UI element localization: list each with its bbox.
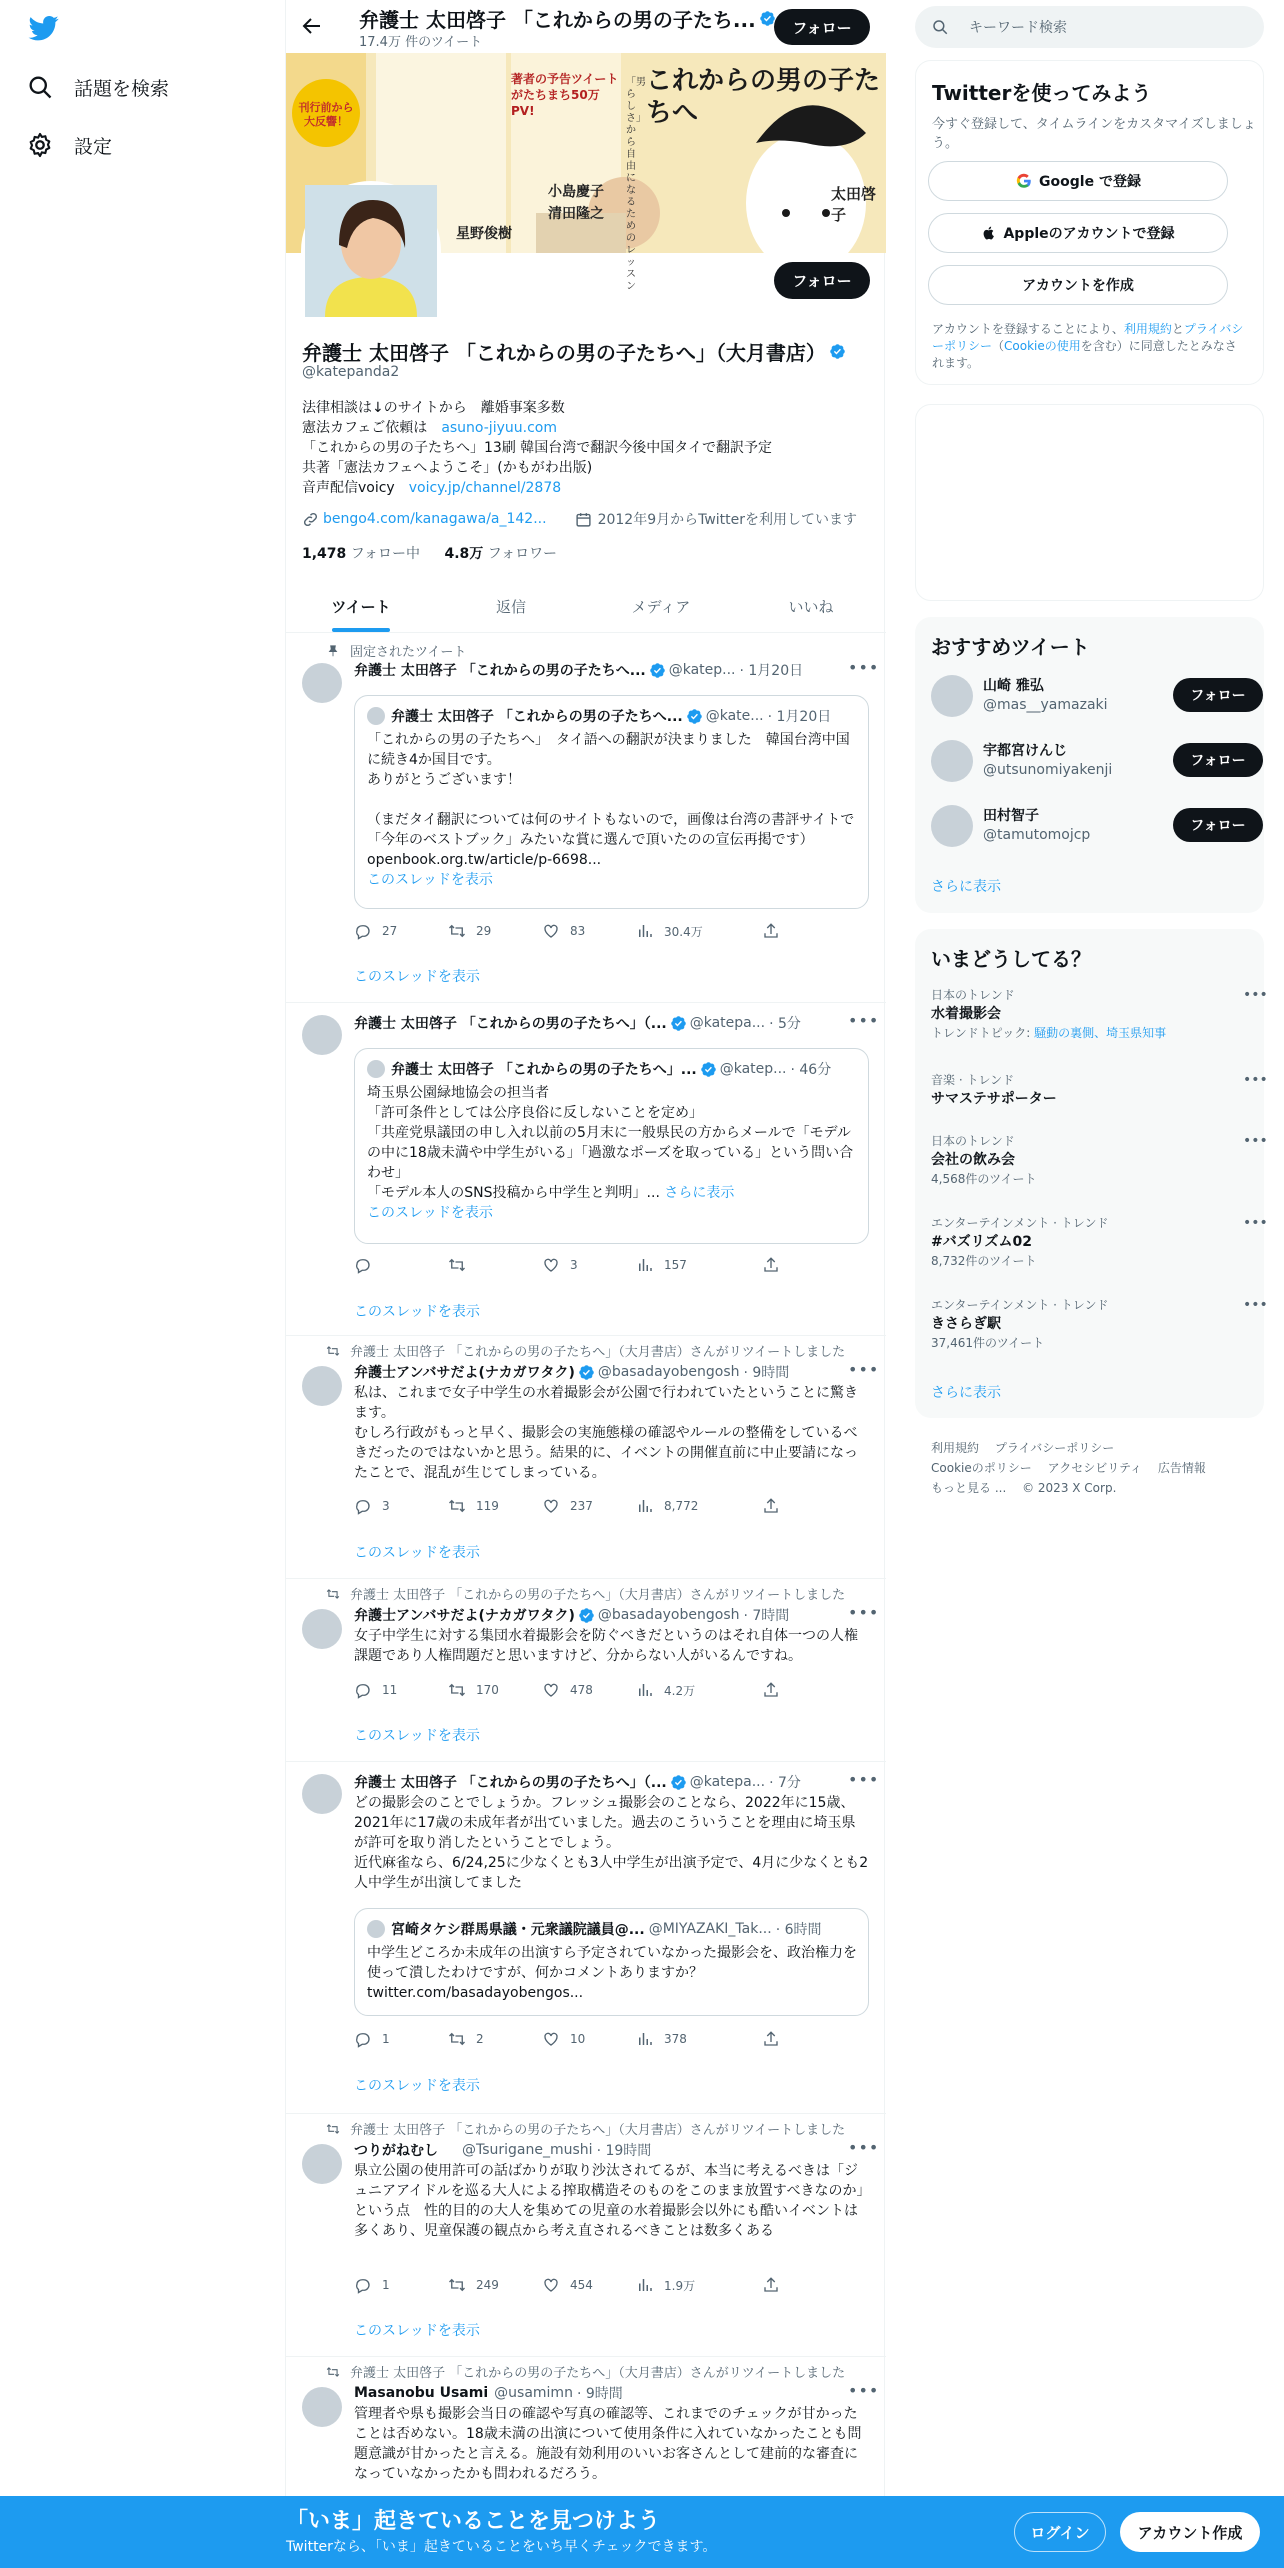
who-to-follow-card — [915, 617, 1264, 913]
banner-author-4: 星野俊樹 — [456, 226, 512, 242]
profile-handle: @katepanda2 — [302, 364, 400, 380]
trend-item[interactable]: 日本のトレンド 会社の飲み会 4,568件のツイート ••• — [931, 1133, 1268, 1186]
avatar[interactable] — [302, 1366, 342, 1406]
nav-explore[interactable] — [26, 67, 169, 107]
retweet-icon — [448, 1681, 466, 1699]
tweet-time[interactable]: · 19時間 — [596, 2143, 652, 2159]
show-more-link[interactable]: さらに表示 — [931, 1385, 1001, 1401]
follow-button[interactable]: フォロー — [1173, 678, 1263, 712]
more-options-icon[interactable]: ••• — [848, 1360, 880, 1379]
like-button[interactable]: 10 — [542, 2030, 585, 2048]
like-icon — [542, 1681, 560, 1699]
views-icon — [636, 2030, 654, 2048]
show-thread-link[interactable]: このスレッドを表示 — [354, 2078, 480, 2094]
views-button[interactable]: 30.4万 — [636, 922, 703, 940]
retweet-button[interactable]: 29 — [448, 922, 491, 940]
avatar[interactable] — [931, 675, 973, 717]
tweet[interactable] — [286, 1762, 886, 2114]
bio-link-kenpo-cafe[interactable]: asuno-jiyuu.com — [441, 420, 557, 436]
tweet-text: 私は、これまで女子中学生の水着撮影会が公園で行われていたということに驚きます。 むしろ行政がもっと早く、撮影会の実施態様の確認やルールの整備をしているべきだったのではないかと思う。結果的に、イベントの開催直前に中止要請になったことで、混乱が生じてしまっている。 — [354, 1385, 858, 1481]
tweet-text: どの撮影会のことでしょうか。フレッシュ撮影会のことなら、2022年に15歳、2021年に17歳の未成年者が出ていました。過去のこういうことを理由に埼玉県が許可を取り消したということでしょう。 近代麻雀なら、6/24,25に少なくとも3人中学生が出演予定で、4月に少なくとも2人中学生が出演してました — [354, 1795, 869, 1891]
views-icon — [636, 2276, 654, 2294]
retweet-icon — [448, 1256, 466, 1274]
avatar-photo — [305, 185, 437, 317]
views-icon — [636, 922, 654, 940]
profile-joined: 2012年9月からTwitterを利用しています — [575, 509, 857, 529]
tweet-text: 県立公園の使用許可の話ばかりが取り沙汰されてるが、本当に考えるべきは「ジュニアアイドルを巡る大人による搾取構造そのものをこのまま放置すべきなのか」という点 性的目的の大人を集めての児童の水着撮影会以外にも酷いイベントは多くあり、児童保護の観点から考え直されるべきことは数多くある — [354, 2163, 864, 2239]
like-icon — [542, 2276, 560, 2294]
quote-text: 「これからの男の子たちへ」 タイ語への翻訳が決まりました 韓国台湾中国に続き4か国目です。 ありがとうございます！ （まだタイ翻訳については何のサイトもないので，画像は台湾の書評サイトで「今年のベストブック」みたいな賞に選んで頂いたのの宣伝再掲です） openbook.org.tw/article/p-6698... このスレッドを表示 — [367, 730, 857, 890]
signup-terms: アカウントを登録することにより、利用規約とプライバシーポリシー（Cookieの使用を含む）に同意したとみなされます。 — [932, 322, 1244, 370]
calendar-icon — [575, 511, 592, 528]
reply-icon — [354, 2276, 372, 2294]
terms-link[interactable]: 利用規約 — [1123, 322, 1172, 336]
author-name[interactable]: 弁護士 太田啓子 「これからの男の子たちへ」（... — [354, 1016, 667, 1032]
share-button[interactable] — [762, 922, 790, 940]
avatar — [367, 707, 385, 725]
like-button[interactable]: 454 — [542, 2276, 593, 2294]
reply-button[interactable]: 1 — [354, 2030, 390, 2048]
reply-button[interactable]: 27 — [354, 922, 397, 940]
more-options-icon[interactable]: ••• — [848, 2138, 880, 2157]
views-button[interactable]: 4.2万 — [636, 1681, 695, 1699]
retweet-icon — [326, 2122, 340, 2136]
tweet-time[interactable]: · 9時間 — [576, 2386, 623, 2402]
followers-link[interactable]: 4.8万 フォロワー — [444, 546, 558, 562]
search-icon — [26, 73, 54, 101]
verified-badge-icon — [829, 343, 846, 360]
retweet-button[interactable]: 170 — [448, 1681, 499, 1699]
reply-icon — [354, 922, 372, 940]
avatar[interactable] — [302, 663, 342, 703]
signup-title: Twitterを使ってみよう — [932, 81, 1152, 105]
author-handle[interactable]: @katepa... — [689, 1015, 766, 1031]
trends-card — [915, 929, 1268, 1418]
quote-header: 弁護士 太田啓子 「これからの男の子たちへ... @kate... · 1月20日 — [367, 706, 831, 726]
like-icon — [542, 1497, 560, 1515]
link-icon — [302, 511, 319, 528]
tweet[interactable] — [286, 1579, 886, 1762]
share-button[interactable] — [762, 2276, 790, 2294]
more-options-icon[interactable]: ••• — [848, 1770, 880, 1789]
more-options-icon[interactable]: ••• — [1243, 1133, 1268, 1149]
bottom-bar-title: 「いま」起きていることを見つけよう — [286, 2509, 661, 2534]
reply-button[interactable] — [354, 1256, 382, 1274]
tweet[interactable] — [286, 1003, 886, 1336]
nav-settings-label: 設定 — [74, 135, 113, 158]
share-icon — [762, 1681, 780, 1699]
tweet-text: 管理者や県も撮影会当日の確認や写真の確認等、これまでのチェックが甘かったことは否めない。18歳未満の出演について使用条件に入れていなかったことも問題意識が甘かったと言える。施設有効利用のいいお客さんとして建前的な審査になっていなかったかも問われるだろう。 — [354, 2406, 862, 2482]
banner-author-2: 小島慶子 — [548, 184, 604, 200]
author-handle[interactable]: @Tsurigane_mushi — [462, 2142, 593, 2158]
more-options-icon[interactable]: ••• — [1243, 1215, 1268, 1231]
author-handle[interactable]: @basadayobengosh — [597, 1607, 740, 1623]
bio-line: 憲法カフェご依頼は asuno-jiyuu.com — [302, 420, 557, 436]
trend-item[interactable]: 音楽 · トレンド サマステサポーター ••• — [931, 1072, 1268, 1107]
author-name[interactable]: つりがねむし — [354, 2143, 438, 2159]
create-account-button[interactable]: アカウントを作成 — [928, 265, 1228, 305]
tab-replies[interactable]: 返信 — [495, 597, 526, 616]
retweet-button[interactable]: 249 — [448, 2276, 499, 2294]
footer-copyright: © 2023 X Corp. — [1022, 1481, 1117, 1495]
reply-icon — [354, 1681, 372, 1699]
left-navigation — [0, 0, 285, 2568]
share-button[interactable] — [762, 1497, 790, 1515]
tweet-header — [354, 1772, 801, 1792]
avatar[interactable] — [302, 1609, 342, 1649]
profile-follow-button[interactable]: フォロー — [774, 262, 870, 299]
back-arrow-icon[interactable] — [300, 14, 324, 38]
profile-avatar[interactable] — [301, 181, 441, 321]
tweet-time[interactable]: · 7時間 — [743, 1608, 790, 1624]
profile-website[interactable]: bengo4.com/kanagawa/a_142... — [302, 509, 547, 529]
bottom-bar-subtitle: Twitterなら、「いま」起きていることをいち早くチェックできます。 — [286, 2539, 717, 2555]
retweet-icon — [326, 1344, 340, 1358]
like-button[interactable]: 83 — [542, 922, 585, 940]
profile-stats — [302, 543, 557, 563]
avatar[interactable] — [931, 805, 973, 847]
reply-button[interactable]: 11 — [354, 1681, 397, 1699]
search-input[interactable]: キーワード検索 — [969, 20, 1067, 36]
more-options-icon[interactable]: ••• — [848, 1603, 880, 1622]
trend-item[interactable]: 日本のトレンド 水着撮影会 トレンドトピック: 騒動の裏側、埼玉県知事 ••• — [931, 987, 1268, 1040]
tweet-time[interactable]: · 7分 — [769, 1775, 801, 1791]
show-more-link[interactable]: さらに表示 — [664, 1185, 735, 1201]
more-options-icon[interactable]: ••• — [848, 1011, 880, 1030]
author-handle[interactable]: @katepa... — [689, 1774, 766, 1790]
follow-suggestion[interactable]: 宇都宮けんじ @utsunomiyakenji フォロー — [931, 736, 1251, 786]
profile-bio — [302, 398, 772, 498]
views-icon — [636, 1497, 654, 1515]
retweet-label: 弁護士 太田啓子 「これからの男の子たちへ」（大月書店）さんがリツイートしました — [326, 1584, 845, 1603]
nav-explore-label: 話題を検索 — [74, 77, 170, 100]
quoted-tweet[interactable] — [354, 695, 869, 909]
retweet-icon — [448, 1497, 466, 1515]
share-button[interactable] — [762, 2030, 790, 2048]
profile-meta — [302, 509, 857, 529]
author-handle[interactable]: @basadayobengosh — [597, 1364, 740, 1380]
search-icon — [931, 18, 949, 36]
show-thread-link[interactable]: このスレッドを表示 — [354, 1545, 480, 1561]
verified-badge-icon — [700, 1061, 717, 1078]
trend-item[interactable]: エンターテインメント · トレンド #バズリズム02 8,732件のツイート ••• — [931, 1215, 1268, 1268]
trends-title: いまどうしてる？ — [931, 947, 1091, 971]
signup-subtitle: 今すぐ登録して、タイムラインをカスタマイズしましょう。 — [932, 117, 1256, 151]
more-options-icon[interactable]: ••• — [848, 2381, 880, 2400]
search-box[interactable] — [915, 6, 1264, 48]
footer-accessibility-link[interactable]: アクセシビリティ — [1047, 1461, 1143, 1475]
like-icon — [542, 1256, 560, 1274]
follow-suggestion[interactable]: 山崎 雅弘 @mas__yamazaki フォロー — [931, 671, 1251, 721]
banner-badge: 刊行前から大反響！ — [298, 101, 354, 128]
author-name[interactable]: Masanobu Usami — [354, 2385, 489, 2401]
tweet-header — [354, 1605, 789, 1625]
tweet-time[interactable]: · 5分 — [769, 1016, 801, 1032]
author-handle[interactable]: @usamimn — [494, 2385, 573, 2401]
show-thread-link[interactable]: このスレッドを表示 — [354, 2323, 480, 2339]
tab-tweets[interactable]: ツイート — [286, 580, 436, 632]
like-button[interactable]: 237 — [542, 1497, 593, 1515]
footer-ads-link[interactable]: 広告情報 — [1157, 1461, 1206, 1475]
more-options-icon[interactable]: ••• — [1243, 1297, 1268, 1313]
verified-badge-icon — [578, 1607, 595, 1624]
footer-privacy-link[interactable]: プライバシーポリシー — [994, 1441, 1115, 1455]
bio-line: 音声配信voicy voicy.jp/channel/2878 — [302, 480, 562, 496]
apple-signup-button[interactable]: Appleのアカウントで登録 — [928, 213, 1228, 253]
reply-icon — [354, 1256, 372, 1274]
empty-card — [915, 404, 1264, 601]
retweet-label: 弁護士 太田啓子 「これからの男の子たちへ」（大月書店）さんがリツイートしました — [326, 2119, 845, 2138]
more-options-icon[interactable]: ••• — [1243, 987, 1268, 1003]
banner-author-3: 清田隆之 — [548, 206, 604, 222]
tweet[interactable] — [286, 2114, 886, 2357]
gear-icon — [26, 131, 54, 159]
verified-badge-icon — [686, 708, 703, 725]
login-button[interactable]: ログイン — [1014, 2512, 1106, 2552]
header-profile-name: 弁護士 太田啓子 「これからの男の子たち... — [359, 4, 774, 33]
views-button[interactable]: 157 — [636, 1256, 687, 1274]
show-thread-link[interactable]: このスレッドを表示 — [354, 969, 480, 985]
retweet-label: 弁護士 太田啓子 「これからの男の子たちへ」（大月書店）さんがリツイートしました — [326, 1341, 845, 1360]
tweet-header — [354, 1362, 789, 1382]
share-icon — [762, 2276, 780, 2294]
tweet-time[interactable]: · 9時間 — [743, 1365, 790, 1381]
cookie-link[interactable]: Cookieの使用 — [1004, 339, 1081, 353]
author-name[interactable]: 弁護士アンバサだよ(ナカガワタク) — [354, 1365, 575, 1381]
tweet-time[interactable]: · 1月20日 — [739, 663, 804, 679]
trend-topic-link[interactable]: 騒動の裏側、埼玉県知事 — [1034, 1026, 1167, 1040]
quote-header: 宮崎タケシ群馬県議・元衆議院議員@... @MIYAZAKI_Tak... · 6時間 — [367, 1919, 822, 1939]
author-name[interactable]: 弁護士 太田啓子 「これからの男の子たちへ... — [354, 663, 646, 679]
retweet-label: 弁護士 太田啓子 「これからの男の子たちへ」（大月書店）さんがリツイートしました — [326, 2362, 845, 2381]
avatar[interactable] — [302, 1015, 342, 1055]
avatar[interactable] — [302, 2144, 342, 2184]
author-handle[interactable]: @katep... — [668, 662, 736, 678]
profile-tabs — [286, 580, 886, 633]
retweet-button[interactable]: 2 — [448, 2030, 484, 2048]
share-button[interactable] — [762, 1681, 790, 1699]
like-button[interactable]: 478 — [542, 1681, 593, 1699]
follow-button[interactable]: フォロー — [1173, 808, 1263, 842]
more-options-icon[interactable]: ••• — [1243, 1072, 1268, 1088]
privacy-link[interactable]: プライバシーポリシー — [932, 322, 1244, 353]
header-follow-button[interactable]: フォロー — [774, 9, 870, 45]
reply-button[interactable]: 1 — [354, 2276, 390, 2294]
show-thread-link[interactable]: このスレッドを表示 — [354, 1304, 480, 1320]
signup-button[interactable]: アカウント作成 — [1120, 2512, 1260, 2552]
footer-terms-link[interactable]: 利用規約 — [931, 1441, 980, 1455]
twitter-logo-icon[interactable] — [27, 13, 61, 43]
reply-icon — [354, 2030, 372, 2048]
reply-icon — [354, 1497, 372, 1515]
apple-icon — [981, 224, 997, 242]
show-thread-link[interactable]: このスレッドを表示 — [367, 872, 493, 888]
views-button[interactable]: 8,772 — [636, 1497, 698, 1515]
author-name[interactable]: 弁護士 太田啓子 「これからの男の子たちへ」（... — [354, 1775, 667, 1791]
like-icon — [542, 922, 560, 940]
banner-promo: 著者の予告ツイートがたちまち50万PV! — [511, 72, 619, 118]
banner-book-title: これからの男の子たちへ — [646, 66, 881, 128]
trend-item[interactable]: エンターテインメント · トレンド きさらぎ駅 37,461件のツイート ••• — [931, 1297, 1268, 1350]
avatar[interactable] — [931, 740, 973, 782]
quote-text: 埼玉県公園緑地協会の担当者 「許可条件としては公序良俗に反しないことを定め」 「共産党県議団の申し入れ以前の5月末に一般県民の方からメールで「モデルの中に18歳未満や中学生がいる」「過激なポーズを取っている」という問い合わせ」 「モデル本人のSNS投稿から中学生と判明」... さらに表示 このスレッドを表示 — [367, 1083, 857, 1223]
tab-media[interactable]: メディア — [631, 597, 691, 616]
profile-name: 弁護士 太田啓子 「これからの男の子たちへ」（大月書店） — [302, 337, 849, 366]
views-icon — [636, 1681, 654, 1699]
like-button[interactable]: 3 — [542, 1256, 578, 1274]
nav-settings[interactable] — [26, 125, 112, 165]
share-button[interactable] — [762, 1256, 790, 1274]
tweet-text: 女子中学生に対する集団水着撮影会を防ぐべきだというのはそれ自体一つの人権課題であり人権問題だと思いますけど、分からない人がいるんですね。 — [354, 1628, 858, 1664]
share-icon — [762, 922, 780, 940]
avatar — [367, 1920, 385, 1938]
main-column — [285, 0, 885, 2568]
retweet-icon — [326, 1587, 340, 1601]
retweet-icon — [448, 2030, 466, 2048]
profile-header-bar — [286, 0, 886, 53]
pinned-label: 固定されたツイート — [326, 641, 466, 660]
verified-badge-icon — [649, 662, 666, 679]
avatar — [367, 1060, 385, 1078]
reply-button[interactable]: 3 — [354, 1497, 390, 1515]
bio-link-voicy[interactable]: voicy.jp/channel/2878 — [408, 480, 562, 496]
signup-card — [915, 60, 1264, 385]
quoted-tweet[interactable] — [354, 1908, 869, 2016]
bio-line: 共著「憲法カフェへようこそ」(かもがわ出版) — [302, 460, 593, 476]
who-to-follow-title: おすすめツイート — [931, 635, 1090, 659]
follow-suggestion[interactable]: 田村智子 @tamutomojcp フォロー — [931, 801, 1251, 851]
google-signup-button[interactable]: Google で登録 — [928, 161, 1228, 201]
avatar[interactable] — [302, 1774, 342, 1814]
views-icon — [636, 1256, 654, 1274]
header-tweet-count: 17.4万 件のツイート — [359, 35, 483, 50]
quote-header: 弁護士 太田啓子 「これからの男の子たちへ」... @katep... · 46分 — [367, 1059, 831, 1079]
banner-author-1: 太田啓子 — [831, 185, 877, 224]
retweet-icon — [448, 2276, 466, 2294]
tweet[interactable] — [286, 1336, 886, 1579]
tweet-header — [354, 1013, 801, 1033]
retweet-icon — [326, 2365, 340, 2379]
avatar[interactable] — [302, 2387, 342, 2427]
retweet-button[interactable] — [448, 1256, 476, 1274]
share-icon — [762, 1497, 780, 1515]
footer-cookie-link[interactable]: Cookieのポリシー — [931, 1461, 1032, 1475]
tweet-header — [354, 660, 803, 680]
following-link[interactable]: 1,478 フォロー中 — [302, 546, 421, 562]
like-icon — [542, 2030, 560, 2048]
show-thread-link[interactable]: このスレッドを表示 — [354, 1728, 480, 1744]
google-icon — [1015, 172, 1033, 190]
verified-badge-icon — [670, 1774, 687, 1791]
banner-subtitle: 「男らしさ」から自由になるためのレッスン — [626, 77, 646, 292]
bottom-signup-bar — [0, 2496, 1284, 2568]
verified-badge-icon — [670, 1015, 687, 1032]
views-button[interactable]: 1.9万 — [636, 2276, 695, 2294]
show-more-link[interactable]: さらに表示 — [931, 879, 1001, 895]
footer-more-link[interactable]: もっと見る ... — [931, 1481, 1007, 1495]
retweet-icon — [448, 922, 466, 940]
author-name[interactable]: 弁護士アンバサだよ(ナカガワタク) — [354, 1608, 575, 1624]
tweet-header — [354, 2140, 651, 2160]
more-options-icon[interactable]: ••• — [848, 658, 880, 677]
show-thread-link[interactable]: このスレッドを表示 — [367, 1205, 493, 1221]
quoted-tweet[interactable] — [354, 1048, 869, 1244]
bio-line: 「これからの男の子たちへ」13刷 韓国台湾で翻訳今後中国タイで翻訳予定 — [302, 440, 772, 456]
tab-likes[interactable]: いいね — [788, 597, 834, 616]
follow-button[interactable]: フォロー — [1173, 743, 1263, 777]
quote-text: 中学生どころか未成年の出演すら予定されていなかった撮影会を、政治権力を使って潰したわけですが、何かコメントありますか？ twitter.com/basadayobengos... — [367, 1945, 857, 2001]
retweet-button[interactable]: 119 — [448, 1497, 499, 1515]
verified-badge-icon — [578, 1364, 595, 1381]
footer-links — [931, 1438, 1251, 1498]
share-icon — [762, 1256, 780, 1274]
tweet-header — [354, 2383, 623, 2403]
tweet[interactable] — [286, 633, 886, 1003]
share-icon — [762, 2030, 780, 2048]
pin-icon — [326, 644, 340, 658]
bio-line: 法律相談は↓のサイトから 離婚事案多数 — [302, 400, 565, 416]
views-button[interactable]: 378 — [636, 2030, 687, 2048]
